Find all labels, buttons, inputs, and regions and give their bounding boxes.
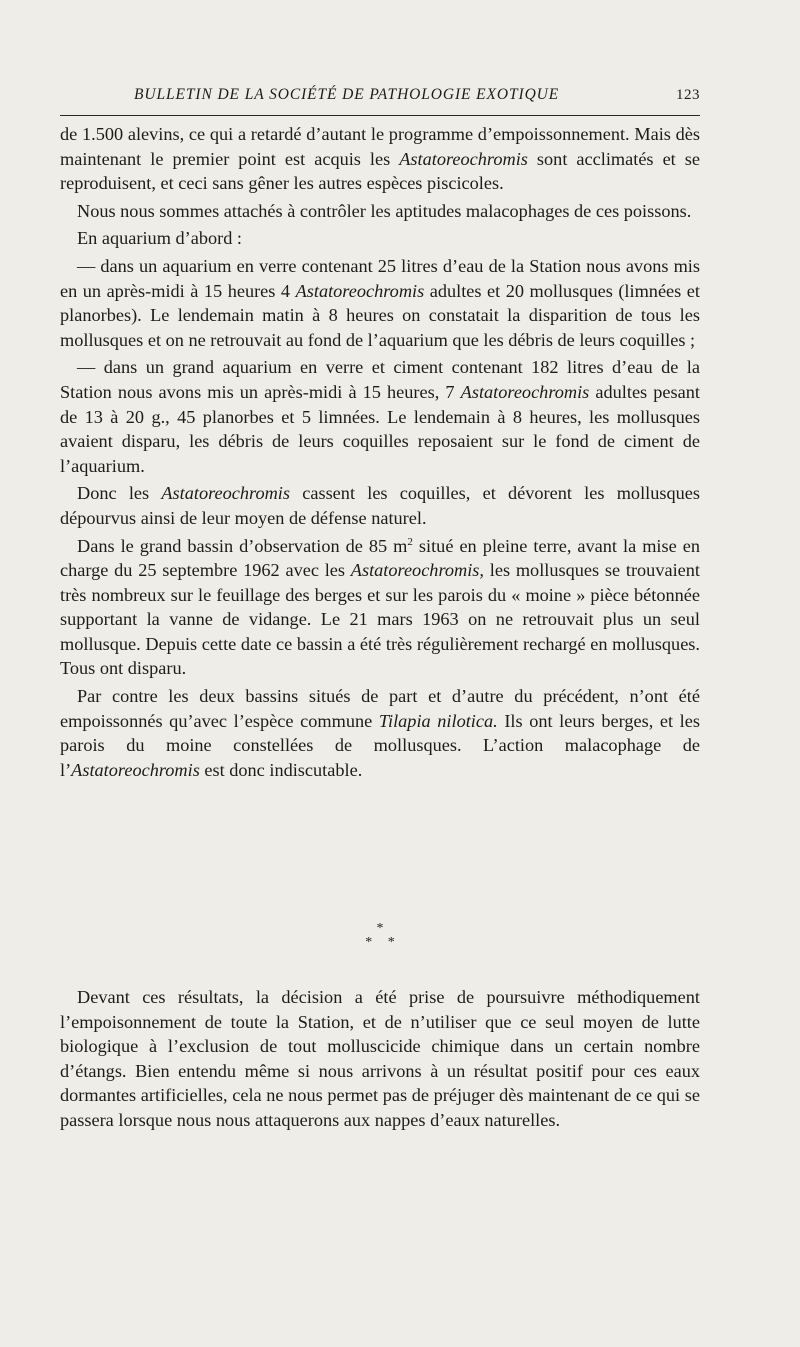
section-separator (350, 922, 410, 958)
species-name: Astatoreochromis (295, 280, 425, 301)
species-name: Astatoreochromis, (350, 560, 484, 581)
text-run: les mollusques se trouvaient très nombreux sur le feuillage des berges et sur les parois du « moine » pièce bétonnée supportant la vanne de vidange. Le 21 mars 1963 on ne retrouvait plus un seul mollusque. Depuis cette date ce bassin a été très régulièrement rechargé en mollusques. Tous ont disparu. (60, 560, 700, 679)
text-run: cassent les coquilles, et dévorent les mollusques dépourvus ainsi de leur moyen de défense naturel. (60, 483, 700, 528)
text-run: — dans un aquarium en verre contenant 25 litres d’eau de la Station nous avons mis en un après-midi à 15 heures 4 (60, 255, 700, 301)
paragraph-7 (60, 534, 700, 682)
paragraph-5 (60, 355, 700, 478)
text-run: Ils ont leurs berges, et les parois du moine constellées de mollusques. L’action malacophage de l’ (60, 710, 700, 780)
species-name: Astatoreochromis (460, 381, 590, 402)
text-run: sont acclimatés et se reproduisent, et ceci sans gêner les autres espèces piscicoles. (60, 148, 700, 194)
closing-text (60, 985, 700, 1133)
asterism-top: * (376, 921, 384, 936)
text-run: situé en pleine terre, avant la mise en charge du 25 septembre 1962 avec les (60, 535, 701, 581)
header-rule (60, 115, 700, 116)
paragraph-6 (60, 481, 700, 530)
asterism-bottom: * * (365, 935, 401, 950)
text-run: Dans le grand bassin d’observation de 85 m (77, 535, 408, 556)
page-number: 123 (676, 87, 700, 103)
text-run: adultes et 20 mollusques (limnées et planorbes). Le lendemain matin à 8 heures on constatait la disparition de tous les mollusques et on ne retrouvait au fond de l’aquarium que les débris de leurs coquilles ; (60, 280, 700, 350)
text-run: En aquarium d’abord : (77, 228, 242, 249)
paragraph-2 (60, 199, 700, 224)
paragraph-4 (60, 254, 700, 352)
paragraph-3 (60, 226, 700, 251)
text-run: Donc les (77, 483, 162, 504)
paragraph-1 (60, 122, 700, 196)
text-run: Nous nous sommes attachés à contrôler les aptitudes malacophages de ces poissons. (77, 200, 692, 221)
text-run: Par contre les deux bassins situés de part et d’autre du précédent, n’ont été empoissonnés qu’avec l’espèce commune (60, 686, 700, 731)
text-run: de 1.500 alevins, ce qui a retardé d’autant le programme d’empoissonnement. Mais dès maintenant le premier point est acquis les (60, 124, 700, 169)
main-text (60, 122, 700, 785)
species-name: Astatoreochromis (71, 759, 200, 780)
text-run: adultes pesant de 13 à 20 g., 45 planorbes et 5 limnées. Le lendemain à 8 heures, les mollusques avaient disparu, les débris de leurs coquilles reposaient sur le fond de ciment de l’aquarium. (60, 381, 700, 476)
species-name: Tilapia nilotica. (378, 710, 498, 731)
species-name: Astatoreochromis (399, 148, 528, 169)
paragraph-9: Devant ces résultats, la décision a été prise de poursuivre méthodiquement l’empoisonnement de toute la Station, et de n’utiliser que ce seul moyen de lutte biologique à l’exclusion de tout molluscicide chimique dans un certain nombre d’étangs. Bien entendu même si nous arrivons à un résultat positif pour ces eaux dormantes artificielles, cela ne nous permet pas de préjuger dès maintenant de ce qui se passera lorsque nous nous attaquerons aux nappes d’eaux naturelles. (60, 987, 700, 1130)
superscript: 2 (407, 535, 413, 548)
text-run: est donc indiscutable. (199, 759, 363, 780)
running-head (0, 86, 800, 110)
species-name: Astatoreochromis (161, 483, 290, 504)
running-title: BULLETIN DE LA SOCIÉTÉ DE PATHOLOGIE EXOTIQUE (134, 86, 560, 103)
text-run: — dans un grand aquarium en verre et ciment contenant 182 litres d’eau de la Station nous avons mis un après-midi à 15 heures, 7 (60, 357, 700, 402)
paragraph-8 (60, 684, 700, 782)
